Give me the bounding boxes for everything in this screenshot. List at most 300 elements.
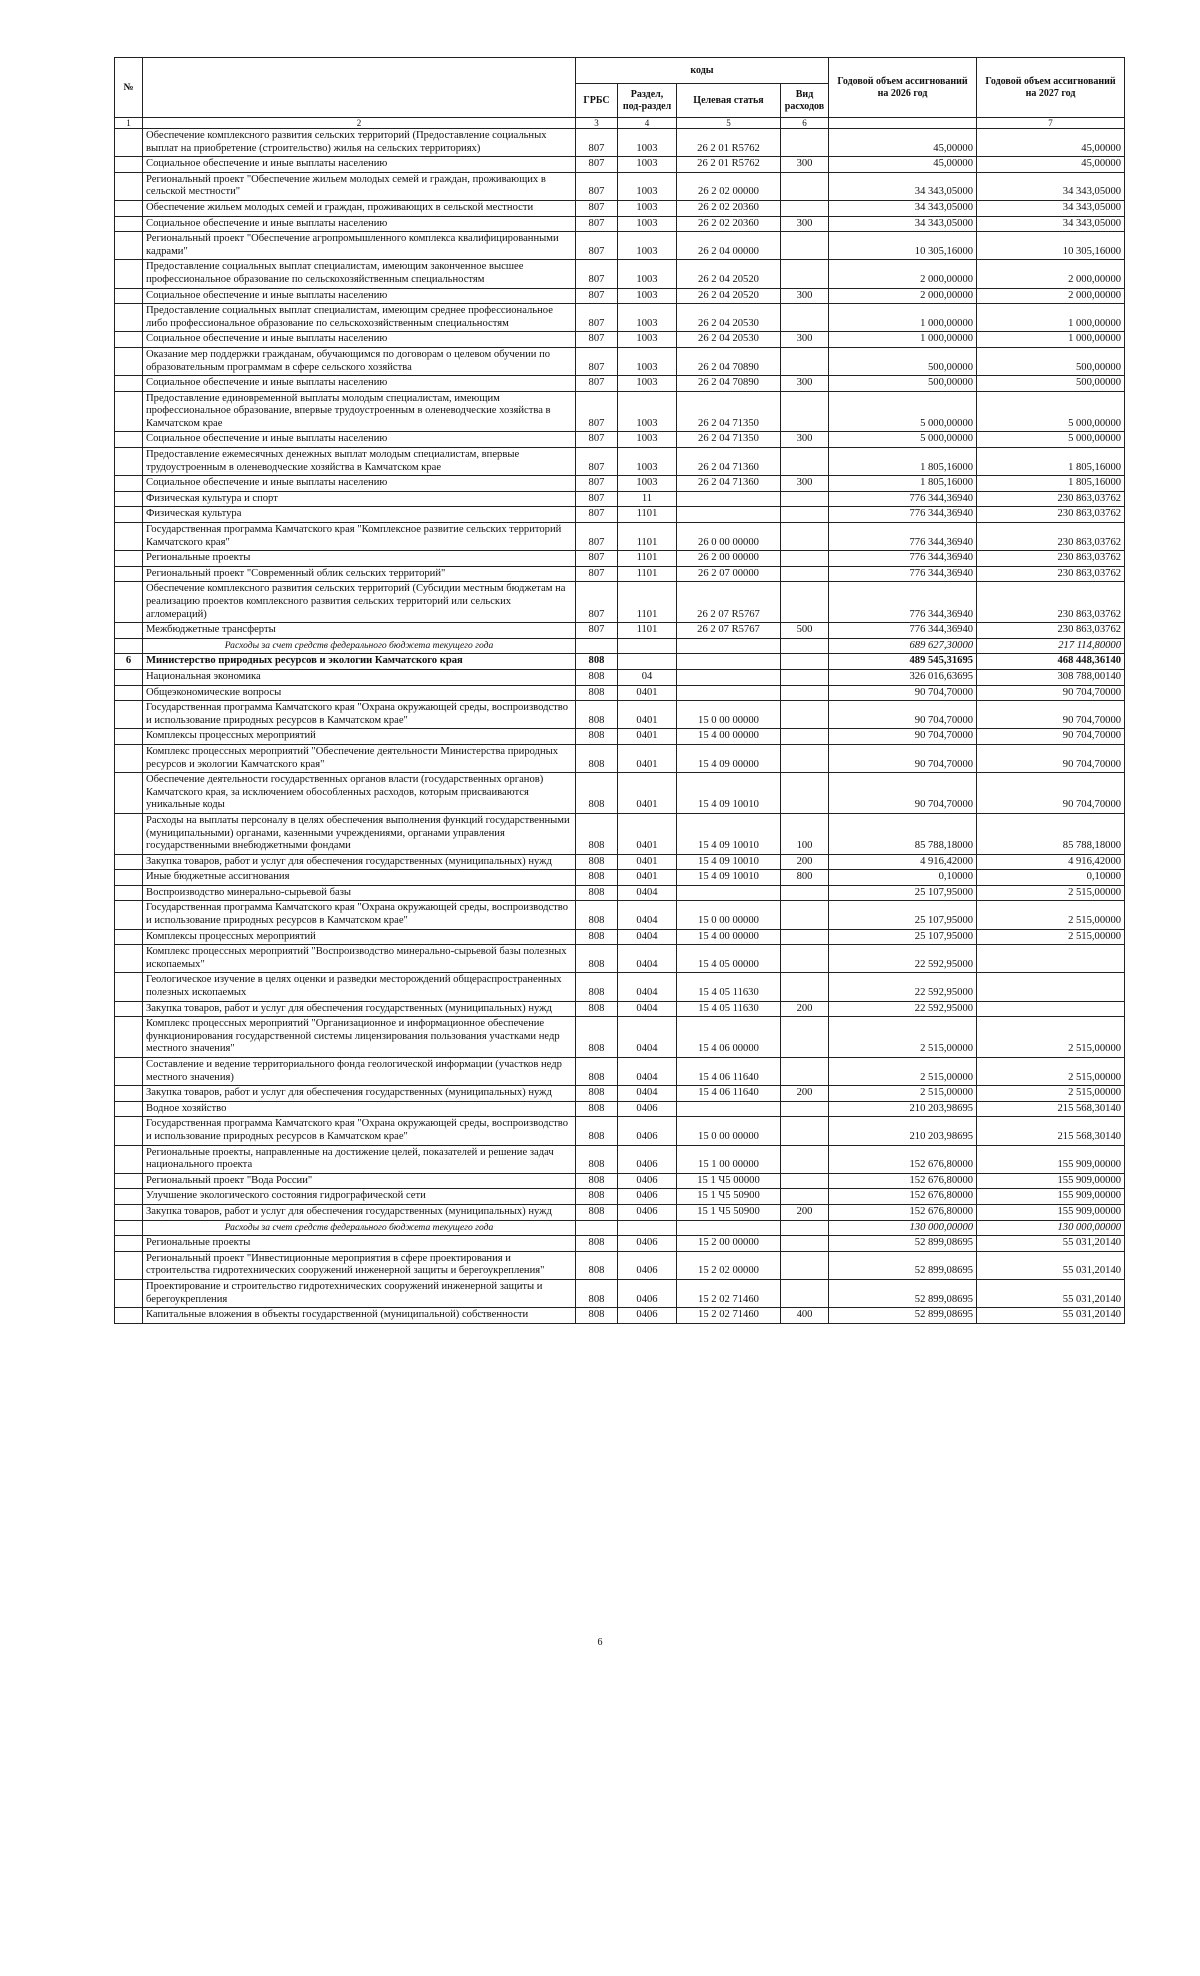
row-section: 11 [618, 491, 677, 507]
row-amount-2026: 776 344,36940 [829, 551, 977, 567]
row-number [115, 1236, 143, 1252]
row-amount-2026: 5 000,00000 [829, 432, 977, 448]
row-name: Расходы за счет средств федерального бюджета текущего года [143, 1220, 576, 1236]
row-target: 15 4 09 00000 [677, 744, 781, 772]
row-kind [781, 1220, 829, 1236]
row-name: Социальное обеспечение и иные выплаты населению [143, 476, 576, 492]
row-name: Комплекс процессных мероприятий "Обеспечение деятельности Министерства природных ресурсов и экологии Камчатского края" [143, 744, 576, 772]
row-name: Региональные проекты [143, 551, 576, 567]
row-name: Физическая культура [143, 507, 576, 523]
table-body [115, 129, 1125, 1324]
table-row [115, 129, 1125, 157]
row-grbs: 807 [576, 566, 618, 582]
row-target [677, 1220, 781, 1236]
table-row [115, 1251, 1125, 1279]
row-amount-2027: 1 805,16000 [977, 476, 1125, 492]
row-amount-2027: 1 000,00000 [977, 304, 1125, 332]
row-grbs: 808 [576, 1173, 618, 1189]
row-amount-2027: 215 568,30140 [977, 1101, 1125, 1117]
table-row [115, 260, 1125, 288]
row-number [115, 172, 143, 200]
table-row [115, 1058, 1125, 1086]
row-number [115, 623, 143, 639]
row-number [115, 973, 143, 1001]
row-amount-2027 [977, 1001, 1125, 1017]
row-section: 0404 [618, 885, 677, 901]
row-name: Национальная экономика [143, 669, 576, 685]
row-amount-2027: 500,00000 [977, 347, 1125, 375]
row-grbs: 808 [576, 1251, 618, 1279]
table-row [115, 729, 1125, 745]
row-amount-2026: 2 515,00000 [829, 1058, 977, 1086]
table-row [115, 1117, 1125, 1145]
header-name [143, 58, 576, 118]
row-kind [781, 200, 829, 216]
row-kind [781, 1173, 829, 1189]
row-section: 0406 [618, 1236, 677, 1252]
row-amount-2026: 25 107,95000 [829, 929, 977, 945]
table-row [115, 288, 1125, 304]
row-grbs: 808 [576, 1236, 618, 1252]
table-row [115, 157, 1125, 173]
row-amount-2026: 776 344,36940 [829, 582, 977, 623]
row-target: 26 0 00 00000 [677, 523, 781, 551]
row-section: 0401 [618, 729, 677, 745]
column-number: 5 [677, 118, 781, 129]
row-amount-2027: 230 863,03762 [977, 582, 1125, 623]
row-kind: 100 [781, 813, 829, 854]
row-kind [781, 391, 829, 432]
row-target: 15 2 00 00000 [677, 1236, 781, 1252]
row-grbs: 807 [576, 448, 618, 476]
row-number [115, 566, 143, 582]
row-name: Физическая культура и спорт [143, 491, 576, 507]
row-section: 0401 [618, 870, 677, 886]
row-target: 15 4 00 00000 [677, 729, 781, 745]
row-amount-2027: 230 863,03762 [977, 566, 1125, 582]
row-grbs: 808 [576, 1145, 618, 1173]
row-kind [781, 260, 829, 288]
row-target [677, 685, 781, 701]
row-kind [781, 773, 829, 814]
header-section: Раздел, под-раздел [618, 84, 677, 118]
row-number [115, 901, 143, 929]
row-kind: 300 [781, 157, 829, 173]
row-grbs: 808 [576, 1058, 618, 1086]
row-number [115, 432, 143, 448]
row-target: 26 2 04 70890 [677, 347, 781, 375]
row-name: Обеспечение комплексного развития сельских территорий (Субсидии местным бюджетам на реализацию проектов комплексного развития сельских территорий или сельских агломераций) [143, 582, 576, 623]
table-row [115, 945, 1125, 973]
row-kind: 200 [781, 1204, 829, 1220]
table-row [115, 1145, 1125, 1173]
row-amount-2027: 2 515,00000 [977, 1058, 1125, 1086]
row-kind [781, 1017, 829, 1058]
column-number [829, 118, 977, 129]
row-section: 0404 [618, 1017, 677, 1058]
row-name: Предоставление единовременной выплаты молодым специалистам, имеющим профессиональное образование, впервые трудоустроенным в оленеводческие хозяйства в Камчатском крае [143, 391, 576, 432]
row-amount-2026: 152 676,80000 [829, 1189, 977, 1205]
row-number [115, 1117, 143, 1145]
row-grbs: 808 [576, 929, 618, 945]
table-row [115, 701, 1125, 729]
row-number [115, 669, 143, 685]
row-kind: 200 [781, 854, 829, 870]
row-number [115, 216, 143, 232]
row-amount-2026: 90 704,70000 [829, 701, 977, 729]
row-grbs: 808 [576, 870, 618, 886]
row-target: 26 2 07 00000 [677, 566, 781, 582]
row-amount-2026: 776 344,36940 [829, 491, 977, 507]
row-amount-2026: 500,00000 [829, 347, 977, 375]
row-amount-2026: 489 545,31695 [829, 654, 977, 670]
column-number: 1 [115, 118, 143, 129]
row-number [115, 551, 143, 567]
table-row [115, 304, 1125, 332]
column-number: 4 [618, 118, 677, 129]
row-target: 15 4 00 00000 [677, 929, 781, 945]
row-amount-2027: 0,10000 [977, 870, 1125, 886]
table-row [115, 623, 1125, 639]
row-target: 15 2 02 71460 [677, 1308, 781, 1324]
row-amount-2026: 34 343,05000 [829, 200, 977, 216]
row-grbs: 808 [576, 1189, 618, 1205]
row-name: Проектирование и строительство гидротехнических сооружений инженерной защиты и берегоукрепления [143, 1279, 576, 1307]
row-kind [781, 1145, 829, 1173]
row-amount-2026: 776 344,36940 [829, 507, 977, 523]
row-section: 1003 [618, 200, 677, 216]
row-target: 26 2 07 R5767 [677, 623, 781, 639]
row-name: Региональный проект "Обеспечение агропромышленного комплекса квалифицированными кадрами" [143, 232, 576, 260]
row-grbs: 808 [576, 1017, 618, 1058]
row-grbs: 807 [576, 172, 618, 200]
row-number [115, 491, 143, 507]
row-amount-2026: 5 000,00000 [829, 391, 977, 432]
row-section: 1003 [618, 157, 677, 173]
row-target: 15 1 Ч5 50900 [677, 1204, 781, 1220]
row-name: Социальное обеспечение и иные выплаты населению [143, 376, 576, 392]
row-amount-2027: 230 863,03762 [977, 523, 1125, 551]
row-target: 26 2 04 71360 [677, 476, 781, 492]
row-section: 1003 [618, 216, 677, 232]
row-number [115, 1220, 143, 1236]
row-target: 15 4 09 10010 [677, 773, 781, 814]
row-grbs: 807 [576, 200, 618, 216]
table-row [115, 1279, 1125, 1307]
row-section: 0406 [618, 1101, 677, 1117]
row-section: 0401 [618, 701, 677, 729]
table-row [115, 1173, 1125, 1189]
row-number [115, 448, 143, 476]
row-target: 15 0 00 00000 [677, 701, 781, 729]
row-amount-2026: 689 627,30000 [829, 638, 977, 654]
row-grbs [576, 1220, 618, 1236]
row-section: 0406 [618, 1279, 677, 1307]
table-row [115, 376, 1125, 392]
row-section: 0401 [618, 813, 677, 854]
row-target: 26 2 04 00000 [677, 232, 781, 260]
row-number [115, 304, 143, 332]
row-amount-2026: 34 343,05000 [829, 172, 977, 200]
row-name: Расходы на выплаты персоналу в целях обеспечения выполнения функций государственными (муниципальными) органами, казенными учреждениями, органами управления государственными внебюджетными фондами [143, 813, 576, 854]
row-amount-2026: 2 000,00000 [829, 288, 977, 304]
row-kind: 200 [781, 1001, 829, 1017]
row-name: Обеспечение жильем молодых семей и граждан, проживающих в сельской местности [143, 200, 576, 216]
row-target: 15 0 00 00000 [677, 901, 781, 929]
row-number [115, 129, 143, 157]
row-grbs: 808 [576, 1086, 618, 1102]
row-amount-2026: 2 515,00000 [829, 1086, 977, 1102]
row-grbs: 807 [576, 347, 618, 375]
row-grbs: 808 [576, 813, 618, 854]
row-amount-2026: 22 592,95000 [829, 945, 977, 973]
row-amount-2026: 90 704,70000 [829, 729, 977, 745]
row-number [115, 638, 143, 654]
row-number [115, 476, 143, 492]
row-number [115, 582, 143, 623]
row-number [115, 1058, 143, 1086]
table-row [115, 813, 1125, 854]
row-name: Комплекс процессных мероприятий "Воспроизводство минерально-сырьевой базы полезных ископаемых" [143, 945, 576, 973]
row-grbs: 808 [576, 669, 618, 685]
table-row [115, 523, 1125, 551]
row-grbs: 807 [576, 232, 618, 260]
header-grbs: ГРБС [576, 84, 618, 118]
table-row [115, 582, 1125, 623]
row-section [618, 638, 677, 654]
table-row [115, 232, 1125, 260]
row-grbs: 807 [576, 288, 618, 304]
row-grbs: 807 [576, 376, 618, 392]
row-number [115, 1189, 143, 1205]
row-target: 26 2 04 70890 [677, 376, 781, 392]
row-amount-2027: 500,00000 [977, 376, 1125, 392]
row-number [115, 332, 143, 348]
row-grbs: 807 [576, 582, 618, 623]
row-number [115, 347, 143, 375]
row-grbs: 808 [576, 1279, 618, 1307]
row-section [618, 1220, 677, 1236]
table-row [115, 448, 1125, 476]
row-section: 0406 [618, 1251, 677, 1279]
row-amount-2027: 155 909,00000 [977, 1189, 1125, 1205]
row-grbs: 808 [576, 945, 618, 973]
row-amount-2027: 55 031,20140 [977, 1251, 1125, 1279]
row-target: 15 4 09 10010 [677, 870, 781, 886]
row-section: 1101 [618, 623, 677, 639]
row-amount-2027 [977, 945, 1125, 973]
row-amount-2026: 90 704,70000 [829, 685, 977, 701]
row-target: 26 2 02 20360 [677, 200, 781, 216]
row-number [115, 232, 143, 260]
row-kind [781, 448, 829, 476]
row-section: 1003 [618, 129, 677, 157]
header-num: № [115, 58, 143, 118]
row-number [115, 1279, 143, 1307]
row-grbs: 807 [576, 476, 618, 492]
row-name: Межбюджетные трансферты [143, 623, 576, 639]
row-number [115, 260, 143, 288]
row-grbs: 807 [576, 523, 618, 551]
row-section: 1003 [618, 172, 677, 200]
table-row [115, 476, 1125, 492]
row-name: Региональный проект "Обеспечение жильем молодых семей и граждан, проживающих в сельской местности" [143, 172, 576, 200]
row-name: Иные бюджетные ассигнования [143, 870, 576, 886]
row-amount-2027: 308 788,00140 [977, 669, 1125, 685]
row-target: 26 2 04 20520 [677, 288, 781, 304]
row-kind: 200 [781, 1086, 829, 1102]
row-number [115, 744, 143, 772]
row-name: Капитальные вложения в объекты государственной (муниципальной) собственности [143, 1308, 576, 1324]
row-amount-2026: 52 899,08695 [829, 1279, 977, 1307]
row-grbs: 808 [576, 1101, 618, 1117]
row-amount-2026: 52 899,08695 [829, 1308, 977, 1324]
row-kind [781, 638, 829, 654]
row-grbs: 808 [576, 1001, 618, 1017]
row-amount-2027: 90 704,70000 [977, 773, 1125, 814]
row-amount-2027: 2 515,00000 [977, 1017, 1125, 1058]
row-name: Региональный проект "Вода России" [143, 1173, 576, 1189]
row-name: Предоставление социальных выплат специалистам, имеющим среднее профессиональное либо профессиональное образование по сельскохозяйственным специальностям [143, 304, 576, 332]
row-section: 0404 [618, 945, 677, 973]
table-row [115, 1220, 1125, 1236]
table-row [115, 347, 1125, 375]
row-target [677, 654, 781, 670]
table-row [115, 1017, 1125, 1058]
row-kind: 300 [781, 476, 829, 492]
table-row [115, 551, 1125, 567]
row-amount-2027: 2 000,00000 [977, 260, 1125, 288]
row-amount-2027: 55 031,20140 [977, 1279, 1125, 1307]
row-amount-2026: 152 676,80000 [829, 1145, 977, 1173]
row-kind: 300 [781, 216, 829, 232]
row-kind [781, 685, 829, 701]
row-kind [781, 885, 829, 901]
row-name: Министерство природных ресурсов и экологии Камчатского края [143, 654, 576, 670]
table-row [115, 773, 1125, 814]
table-row [115, 901, 1125, 929]
table-row [115, 929, 1125, 945]
row-target [677, 507, 781, 523]
row-name: Общеэкономические вопросы [143, 685, 576, 701]
row-grbs: 807 [576, 157, 618, 173]
row-target: 26 2 07 R5767 [677, 582, 781, 623]
row-amount-2027: 155 909,00000 [977, 1173, 1125, 1189]
row-amount-2026: 776 344,36940 [829, 566, 977, 582]
row-kind [781, 744, 829, 772]
row-section: 0404 [618, 1086, 677, 1102]
row-amount-2027: 2 000,00000 [977, 288, 1125, 304]
row-grbs: 807 [576, 391, 618, 432]
row-name: Закупка товаров, работ и услуг для обеспечения государственных (муниципальных) нужд [143, 854, 576, 870]
row-section: 0406 [618, 1117, 677, 1145]
row-name: Улучшение экологического состояния гидрографической сети [143, 1189, 576, 1205]
row-number [115, 729, 143, 745]
row-target: 15 4 06 11640 [677, 1058, 781, 1086]
table-row [115, 638, 1125, 654]
row-amount-2026: 130 000,00000 [829, 1220, 977, 1236]
row-section: 0404 [618, 901, 677, 929]
row-amount-2027: 34 343,05000 [977, 216, 1125, 232]
table-row [115, 870, 1125, 886]
row-section: 1003 [618, 260, 677, 288]
row-grbs: 808 [576, 1117, 618, 1145]
table-row [115, 200, 1125, 216]
row-amount-2027: 217 114,80000 [977, 638, 1125, 654]
row-grbs: 808 [576, 901, 618, 929]
row-name: Государственная программа Камчатского края "Охрана окружающей среды, воспроизводство и использование природных ресурсов в Камчатском крае" [143, 701, 576, 729]
row-section: 1003 [618, 376, 677, 392]
row-section: 1101 [618, 507, 677, 523]
row-target: 26 2 00 00000 [677, 551, 781, 567]
column-number: 6 [781, 118, 829, 129]
row-target [677, 885, 781, 901]
row-kind [781, 654, 829, 670]
row-kind [781, 523, 829, 551]
row-amount-2027: 55 031,20140 [977, 1308, 1125, 1324]
row-kind [781, 1117, 829, 1145]
row-name: Социальное обеспечение и иные выплаты населению [143, 332, 576, 348]
row-target: 26 2 04 71360 [677, 448, 781, 476]
row-amount-2026: 90 704,70000 [829, 744, 977, 772]
row-section: 0401 [618, 773, 677, 814]
row-amount-2026: 45,00000 [829, 157, 977, 173]
row-section: 0406 [618, 1173, 677, 1189]
row-number [115, 1017, 143, 1058]
row-amount-2026: 90 704,70000 [829, 773, 977, 814]
row-amount-2026: 326 016,63695 [829, 669, 977, 685]
row-section: 1003 [618, 476, 677, 492]
row-amount-2026: 776 344,36940 [829, 523, 977, 551]
row-target: 26 2 02 20360 [677, 216, 781, 232]
row-target: 15 4 09 10010 [677, 854, 781, 870]
row-number [115, 701, 143, 729]
row-grbs: 808 [576, 701, 618, 729]
table-row [115, 685, 1125, 701]
row-grbs: 808 [576, 1204, 618, 1220]
table-row [115, 973, 1125, 1001]
row-number [115, 870, 143, 886]
row-grbs: 808 [576, 773, 618, 814]
table-row [115, 216, 1125, 232]
table-row [115, 1101, 1125, 1117]
row-amount-2026: 1 000,00000 [829, 332, 977, 348]
row-name: Закупка товаров, работ и услуг для обеспечения государственных (муниципальных) нужд [143, 1204, 576, 1220]
row-amount-2027: 90 704,70000 [977, 744, 1125, 772]
row-amount-2026: 25 107,95000 [829, 885, 977, 901]
row-grbs: 807 [576, 129, 618, 157]
row-number [115, 1251, 143, 1279]
row-kind [781, 973, 829, 1001]
budget-sheet [114, 57, 1124, 1324]
row-amount-2026: 2 515,00000 [829, 1017, 977, 1058]
table-row [115, 566, 1125, 582]
row-kind [781, 929, 829, 945]
row-section: 0404 [618, 1001, 677, 1017]
page-number: 6 [597, 1637, 603, 1648]
row-section: 0404 [618, 973, 677, 1001]
row-kind [781, 1101, 829, 1117]
row-grbs: 807 [576, 216, 618, 232]
row-number: 6 [115, 654, 143, 670]
row-kind: 300 [781, 332, 829, 348]
row-target: 15 2 02 71460 [677, 1279, 781, 1307]
row-name: Обеспечение комплексного развития сельских территорий (Предоставление социальных выплат на приобретение (строительство) жилья на сельских территориях) [143, 129, 576, 157]
row-target: 15 0 00 00000 [677, 1117, 781, 1145]
row-section: 0406 [618, 1308, 677, 1324]
row-kind: 300 [781, 376, 829, 392]
row-name: Региональные проекты, направленные на достижение целей, показателей и решение задач национального проекта [143, 1145, 576, 1173]
